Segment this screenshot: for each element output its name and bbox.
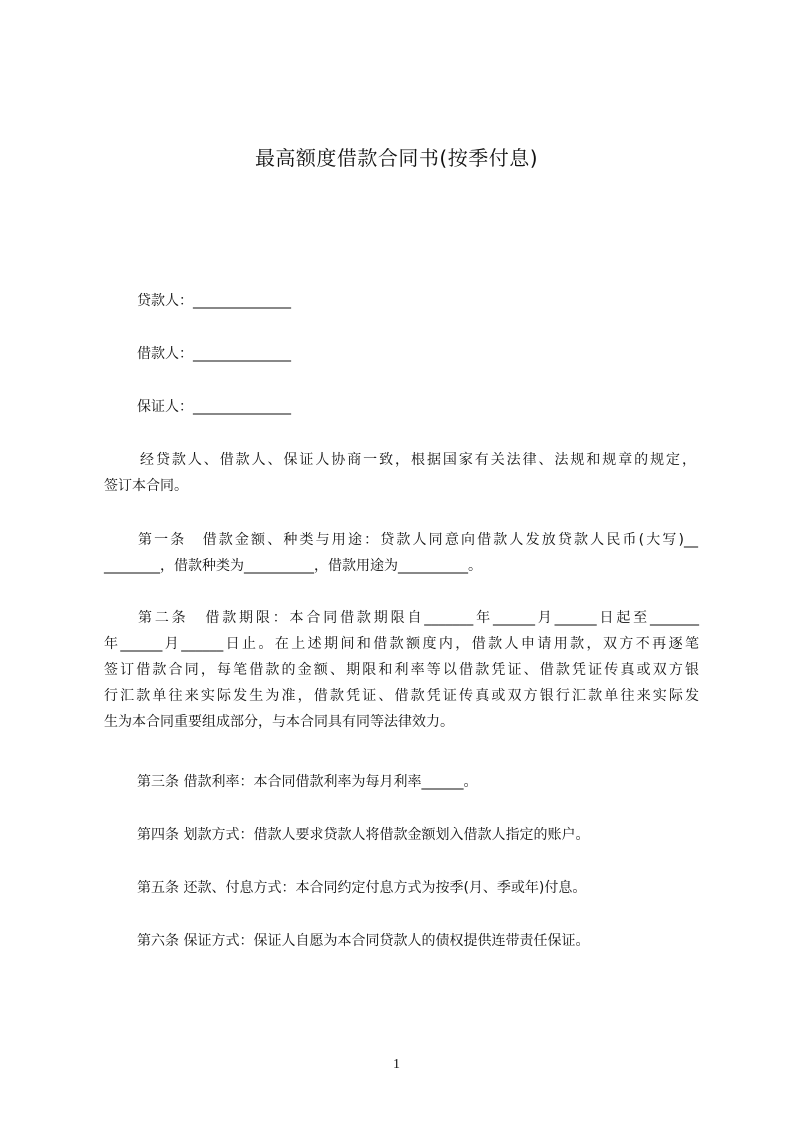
article-1 [104,527,698,579]
document-title: 最高额度借款合同书(按季付息) [254,146,539,170]
article-5: 第五条 还款、付息方式：本合同约定付息方式为按季(月、季或年)付息。 [137,880,587,896]
preamble-line-2: 签订本合同。 [104,478,188,494]
preamble-line-1: 经贷款人、借款人、保证人协商一致，根据国家有关法律、法规和规章的规定， [140,452,696,468]
party-lender-label: 贷款人： [137,293,193,309]
article-1-line-1: 第一条 借款金额、种类与用途：贷款人同意向借款人发放贷款人民币(大写)__ [138,532,698,548]
article-3: 第三条 借款利率：本合同借款利率为每月利率______。 [137,774,478,790]
party-borrower [137,345,291,363]
article-6: 第六条 保证方式：保证人自愿为本合同贷款人的债权提供连带责任保证。 [137,933,590,949]
party-guarantor [137,398,291,416]
article-2-line-4: 行汇款单往来实际发生为准，借款凭证、借款凭证传真或双方银行汇款单往来实际发 [104,688,699,704]
party-guarantor-blank: ______________ [193,399,291,415]
party-lender [137,292,291,310]
party-borrower-label: 借款人： [137,346,193,362]
article-2 [104,605,699,735]
party-borrower-blank: ______________ [193,346,291,362]
article-4: 第四条 划款方式：借款人要求贷款人将借款金额划入借款人指定的账户。 [137,827,590,843]
party-guarantor-label: 保证人： [137,399,193,415]
article-1-line-2: ________，借款种类为__________，借款用途为__________。 [104,558,482,574]
preamble-paragraph [104,447,696,499]
article-2-line-1: 第二条 借款期限：本合同借款期限自_______年______月______日起至_______ [138,610,699,626]
article-2-line-3: 签订借款合同，每笔借款的金额、期限和利率等以借款凭证、借款凭证传真或双方银 [104,662,699,678]
article-2-line-5: 生为本合同重要组成部分，与本合同具有同等法律效力。 [104,714,454,730]
page-number: 1 [393,1057,400,1072]
article-2-line-2: 年______月______日止。在上述期间和借款额度内，借款人申请用款，双方不再逐笔 [104,636,699,652]
party-lender-blank: ______________ [193,293,291,309]
